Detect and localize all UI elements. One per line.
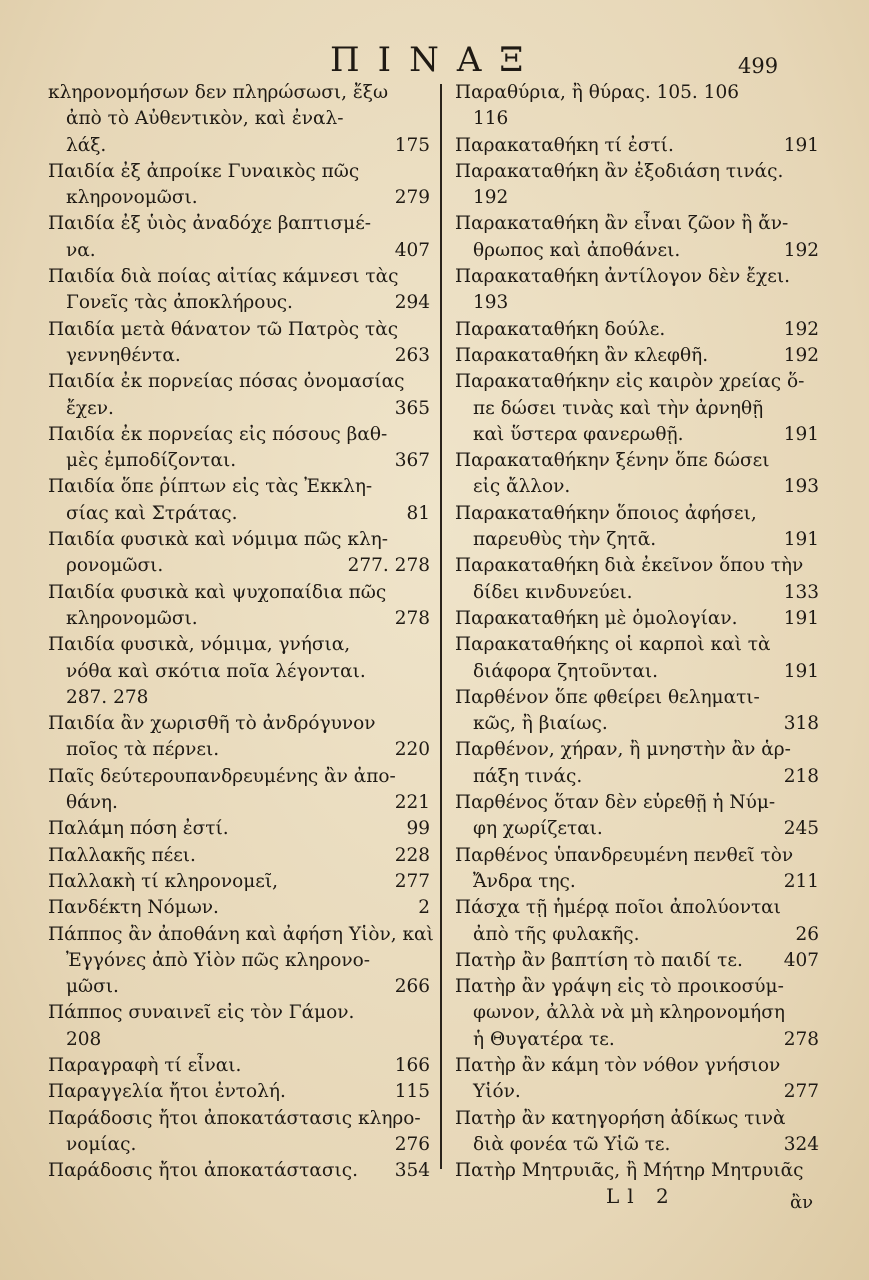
entry-page-ref: 191 [783, 134, 819, 156]
index-entry [455, 790, 823, 843]
entry-line: Παρθένος ὅταν δὲν εὑρεθῇ ἡ Νύμ- [455, 792, 776, 814]
entry-line: 192 [473, 187, 509, 209]
entry-page-ref: 115 [394, 1081, 430, 1103]
entry-line: θρωπος καὶ ἀποθάνει. [473, 239, 681, 261]
entry-line: ἀπὸ τὸ Αὐθεντικὸν, καὶ ἐναλ- [66, 108, 344, 130]
entry-line: Ἐγγόνες ἀπὸ Υἱὸν πῶς κληρονο- [66, 949, 371, 971]
entry-line: Παρακαταθήκη ἀντίλογον δὲν ἔχει. [455, 266, 790, 288]
entry-line: Παρακαταθήκης οἱ καρποὶ καὶ τὰ [455, 634, 771, 656]
entry-line: Παράδοσις ἤτοι ἀποκατάστασις κληρο- [48, 1107, 421, 1129]
entry-page-ref: 276 [394, 1133, 430, 1155]
entry-line: Παιδία φυσικὰ, νόμιμα, γνήσια, [48, 634, 351, 656]
index-entry [48, 1106, 434, 1159]
entry-line: θάνη. [66, 792, 118, 814]
entry-page-ref: 26 [795, 923, 819, 945]
index-entry [455, 317, 823, 343]
entry-page-ref: 192 [783, 239, 819, 261]
entry-line: Πάππος συναινεῖ εἰς τὸν Γάμον. [48, 1002, 355, 1024]
index-entry [48, 580, 434, 633]
entry-page-ref: 193 [783, 476, 819, 498]
entry-line: φωνον, ἀλλὰ νὰ μὴ κληρονομήση [473, 1002, 785, 1024]
index-entry [455, 553, 823, 606]
entry-line: δίδει κινδυνεύει. [473, 581, 633, 603]
entry-line: Παρακαταθήκην ξένην ὅπε δώσει [455, 450, 770, 472]
entry-page-ref: 211 [783, 870, 819, 892]
entry-line: Παρακαταθήκη ἂν κλεφθῆ. [455, 344, 709, 366]
entry-line: Παιδία ἐκ πορνείας εἰς πόσους βαθ- [48, 423, 388, 445]
index-entry [48, 1158, 434, 1184]
entry-page-ref: 278 [394, 607, 430, 629]
entry-page-ref: 192 [783, 318, 819, 340]
entry-line: Παιδία μετὰ θάνατον τῶ Πατρὸς τὰς [48, 318, 399, 340]
entry-line: 287. 278 [66, 686, 149, 708]
entry-line: Παιδία ἐξ ὑιὸς ἀναδόχε βαπτισμέ- [48, 213, 372, 235]
index-entry [455, 501, 823, 554]
entry-page-ref: 324 [783, 1133, 819, 1155]
index-entry [455, 843, 823, 896]
entry-line: Πατὴρ ἂν γράψη εἰς τὸ προικοσύμ- [455, 976, 784, 998]
entry-page-ref: 279 [394, 187, 430, 209]
entry-page-ref: 277 [783, 1081, 819, 1103]
entry-line: μῶσι. [66, 976, 119, 998]
entry-line: παρευθὺς τὴν ζητᾶ. [473, 529, 657, 551]
entry-line: διὰ φονέα τῶ Υἱῶ τε. [473, 1133, 671, 1155]
entry-page-ref: 367 [394, 450, 430, 472]
entry-line: πε δώσει τινὰς καὶ τὴν ἀρνηθῇ [473, 397, 764, 419]
entry-page-ref: 221 [394, 792, 430, 814]
entry-line: Πατὴρ ἂν βαπτίση τὸ παιδί τε. [455, 949, 743, 971]
entry-line: διάφορα ζητοῦνται. [473, 660, 659, 682]
entry-line: ρονομῶσι. [66, 555, 164, 577]
index-entry [48, 1053, 434, 1079]
entry-line: 116 [473, 108, 509, 130]
entry-line: Παῖς δεύτερουπανδρευμένης ἂν ἀπο- [48, 765, 396, 787]
index-entry [48, 1000, 434, 1053]
index-entry [48, 264, 434, 317]
entry-line: Πατὴρ ἂν κατηγορήση ἀδίκως τινὰ [455, 1107, 786, 1129]
entry-page-ref: 192 [783, 344, 819, 366]
entry-page-ref: 166 [394, 1054, 430, 1076]
index-entry [455, 133, 823, 159]
entry-line: 193 [473, 292, 509, 314]
entry-line: Παράδοσις ἤτοι ἀποκατάστασις. [48, 1160, 359, 1182]
index-entry [455, 343, 823, 369]
entry-line: φη χωρίζεται. [473, 818, 603, 840]
index-entry [455, 448, 823, 501]
catchword: ἂν [790, 1192, 814, 1213]
entry-line: Παρακαταθήκην εἰς καιρὸν χρείας ὅ- [455, 371, 805, 393]
entry-page-ref: 318 [783, 713, 819, 735]
entry-line: Πατὴρ ἂν κάμη τὸν νόθον γνήσιον [455, 1054, 781, 1076]
entry-line: Παλλακὴ τί κληρονομεῖ, [48, 870, 278, 892]
index-entry [455, 369, 823, 448]
index-entry [48, 816, 434, 842]
entry-page-ref: 277 [394, 870, 430, 892]
entry-line: Παρακαταθήκη ἂν ἐξοδιάση τινάς. [455, 160, 784, 182]
entry-line: Παιδία ἂν χωρισθῆ τὸ ἀνδρόγυνον [48, 713, 376, 735]
index-entry [48, 843, 434, 869]
entry-line: Παραγραφὴ τί εἶναι. [48, 1054, 242, 1076]
entry-page-ref: 133 [783, 581, 819, 603]
entry-line: Παιδία ἐξ ἀπροίκε Γυναικὸς πῶς [48, 160, 360, 182]
entry-line: Παρακαταθήκη δούλε. [455, 318, 666, 340]
index-entry [455, 80, 823, 133]
index-entry [455, 1158, 823, 1184]
entry-line: ἡ Θυγατέρα τε. [473, 1028, 615, 1050]
index-entry [455, 264, 823, 317]
entry-line: Πανδέκτη Νόμων. [48, 897, 219, 919]
entry-page-ref: 218 [783, 765, 819, 787]
entry-line: κληρονομήσων δεν πληρώσωσι, ἔξω [48, 82, 389, 103]
entry-line: νόθα καὶ σκότια ποῖα λέγονται. [66, 660, 366, 682]
index-entry [455, 685, 823, 738]
index-entry [48, 159, 434, 212]
entry-line: Παρθένον, χήραν, ἢ μνηστὴν ἂν ἁρ- [455, 739, 791, 761]
entry-line: Παρακαταθήκην ὅποιος ἀφήσει, [455, 502, 757, 524]
entry-line: γεννηθέντα. [66, 344, 181, 366]
index-entry [48, 869, 434, 895]
index-entry [48, 211, 434, 264]
index-entry [455, 211, 823, 264]
entry-line: λάξ. [66, 134, 107, 156]
index-entry [48, 369, 434, 422]
page-header [0, 40, 869, 84]
entry-page-ref: 191 [783, 423, 819, 445]
entry-page-ref: 228 [394, 844, 430, 866]
index-entry [48, 474, 434, 527]
index-entry [455, 606, 823, 632]
index-entry [48, 764, 434, 817]
signature-mark: Ll 2 [606, 1184, 677, 1208]
index-entry [455, 632, 823, 685]
entry-line: κῶς, ἢ βιαίως. [473, 713, 608, 735]
index-entry [455, 1106, 823, 1159]
index-entry [455, 948, 823, 974]
entry-page-ref: 99 [406, 818, 430, 840]
index-entry [455, 159, 823, 212]
entry-line: Υἱόν. [473, 1081, 521, 1103]
index-entry [48, 317, 434, 370]
entry-page-ref: 263 [394, 344, 430, 366]
entry-line: Παιδία διὰ ποίας αἰτίας κάμνεσι τὰς [48, 266, 399, 288]
entry-line: Παιδία ὅπε ῥίπτων εἰς τὰς Ἐκκλη- [48, 476, 373, 498]
entry-page-ref: 278 [783, 1028, 819, 1050]
entry-line: ποῖος τὰ πέρνει. [66, 739, 220, 761]
entry-page-ref: 220 [394, 739, 430, 761]
index-entry [48, 632, 434, 711]
entry-page-ref: 407 [783, 949, 819, 971]
entry-line: εἰς ἄλλον. [473, 476, 571, 498]
entry-line: Πάσχα τῇ ἡμέρᾳ ποῖοι ἀπολύονται [455, 897, 781, 919]
index-entry [455, 1053, 823, 1106]
entry-line: Παρακαταθήκη ἂν εἶναι ζῶον ἢ ἄν- [455, 213, 789, 235]
entry-line: Πάππος ἂν ἀποθάνη καὶ ἀφήση Υἱὸν, καὶ [48, 923, 434, 945]
entry-line: ἔχεν. [66, 397, 114, 419]
index-entry [455, 974, 823, 1053]
entry-line: Παρακαταθήκη τί ἐστί. [455, 134, 674, 156]
index-entry [48, 80, 434, 159]
entry-page-ref: 175 [394, 134, 430, 156]
entry-page-ref: 277. 278 [347, 555, 430, 577]
entry-line: Παραγγελία ἤτοι ἐντολή. [48, 1081, 286, 1103]
entry-line: Παιδία φυσικὰ καὶ νόμιμα πῶς κλη- [48, 529, 389, 551]
index-entry [48, 895, 434, 921]
entry-page-ref: 365 [394, 397, 430, 419]
index-entry [48, 1079, 434, 1105]
entry-line: Πατὴρ Μητρυιᾶς, ἢ Μήτηρ Μητρυιᾶς [455, 1160, 804, 1182]
entry-page-ref: 191 [783, 529, 819, 551]
entry-line: Ἄνδρα της. [473, 870, 576, 892]
entry-line: κληρονομῶσι. [66, 187, 198, 209]
entry-line: σίας καὶ Στράτας. [66, 502, 238, 524]
entry-page-ref: 354 [394, 1160, 430, 1182]
column-divider [440, 84, 442, 1169]
entry-line: Γονεῖς τὰς ἀποκλήρους. [66, 292, 293, 314]
entry-page-ref: 191 [783, 660, 819, 682]
entry-page-ref: 266 [394, 976, 430, 998]
entry-line: Παιδία φυσικὰ καὶ ψυχοπαίδια πῶς [48, 581, 387, 603]
entry-line: Παλλακῆς πέει. [48, 844, 196, 866]
entry-line: 208 [66, 1028, 102, 1050]
entry-page-ref: 294 [394, 292, 430, 314]
index-entry [48, 422, 434, 475]
running-title: ΠΙΝΑΞ [330, 40, 542, 80]
entry-page-ref: 191 [783, 607, 819, 629]
entry-line: ἀπὸ τῆς φυλακῆς. [473, 923, 640, 945]
entry-line: Παλάμη πόση ἐστί. [48, 818, 229, 840]
entry-line: κληρονομῶσι. [66, 607, 198, 629]
entry-line: Παρθένος ὑπανδρευμένη πενθεῖ τὸν [455, 844, 794, 866]
entry-line: νομίας. [66, 1133, 137, 1155]
page-number: 499 [738, 54, 779, 78]
entry-page-ref: 245 [783, 818, 819, 840]
index-column-right [455, 80, 823, 1182]
index-entry [455, 737, 823, 790]
entry-line: Παρακαταθήκη μὲ ὁμολογίαν. [455, 607, 738, 629]
index-entry [455, 895, 823, 948]
entry-line: μὲς ἐμποδίζονται. [66, 450, 237, 472]
entry-line: πάξη τινάς. [473, 765, 583, 787]
entry-line: Παρακαταθήκη διὰ ἐκεῖνον ὅπου τὴν [455, 555, 804, 577]
entry-line: καὶ ὕστερα φανερωθῇ. [473, 423, 684, 445]
index-entry [48, 922, 434, 1001]
entry-page-ref: 2 [418, 897, 430, 919]
index-entry [48, 711, 434, 764]
entry-line: Παρθένον ὅπε φθείρει θεληματι- [455, 686, 760, 708]
entry-line: να. [66, 239, 96, 261]
entry-page-ref: 81 [406, 502, 430, 524]
entry-page-ref: 407 [394, 239, 430, 261]
entry-line: Παιδία ἐκ πορνείας πόσας ὀνομασίας [48, 371, 405, 393]
index-entry [48, 527, 434, 580]
index-column-left [48, 80, 434, 1182]
entry-line: Παραθύρια, ἢ θύρας. 105. 106 [455, 82, 739, 103]
